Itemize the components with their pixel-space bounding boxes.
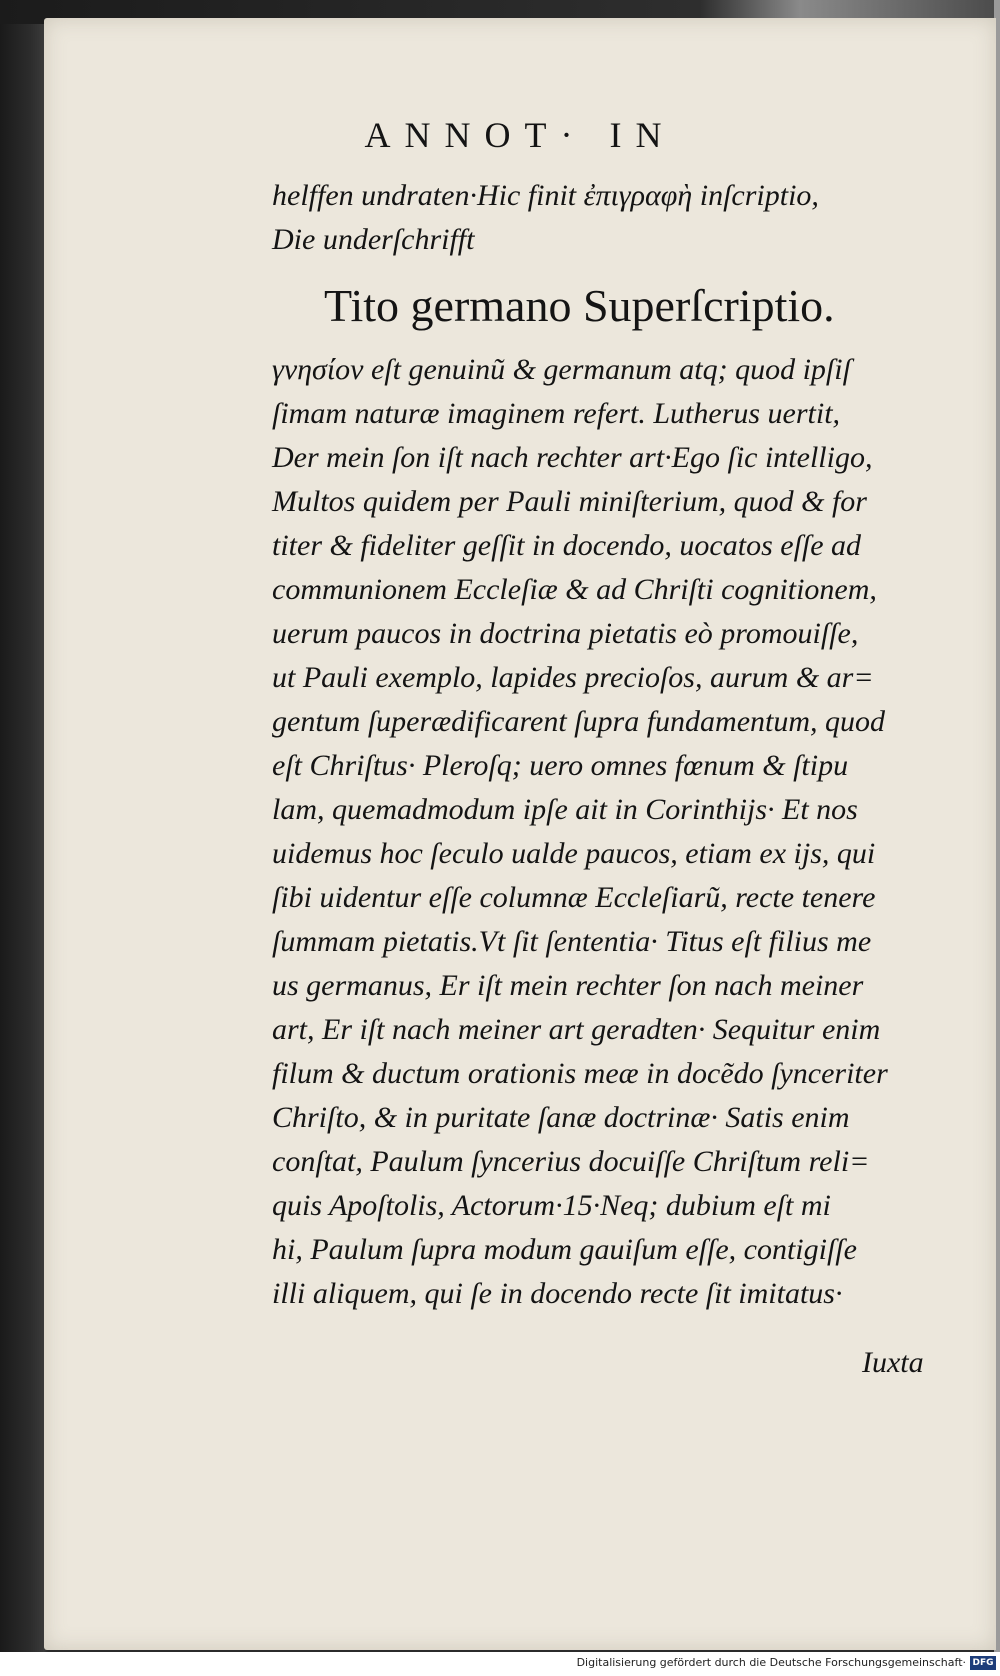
body-line: Der mein ſon iſt nach rechter art·Ego ſic intelligo, — [272, 441, 873, 474]
body-line: ſibi uidentur eſſe columnæ Eccleſiarũ, recte tenere — [272, 881, 876, 914]
catchword: Iuxta — [862, 1346, 924, 1379]
body-line: us germanus, Er iſt mein rechter ſon nach meiner — [272, 969, 864, 1002]
body-line: uerum paucos in doctrina pietatis eò promouiſſe, — [272, 617, 859, 650]
body-line: gentum ſuperædificarent ſupra fundamentum, quod — [272, 705, 886, 738]
footer-credit: Digitalisierung gefördert durch die Deutsche Forschungsgemeinschaft· — [576, 1656, 966, 1669]
book-page — [44, 18, 996, 1650]
body-line: γνησίον eſt genuinũ & germanum atq; quod ipſiſ — [272, 353, 851, 386]
footer-bar — [0, 1652, 1000, 1676]
intro-line-1: helffen undraten·Hic finit ἐπιγραφὴ inſcriptio, — [272, 179, 819, 212]
body-line: ut Pauli exemplo, lapides precioſos, aurum & ar= — [272, 661, 874, 694]
body-line: communionem Eccleſiæ & ad Chriſti cognitionem, — [272, 573, 877, 606]
body-line: Multos quidem per Pauli miniſterium, quod & for — [272, 485, 867, 518]
body-line: quis Apoſtolis, Actorum·15·Neq; dubium eſt mi — [272, 1189, 831, 1222]
body-line: ſummam pietatis.Vt ſit ſententia· Titus eſt filius me — [272, 925, 872, 958]
text-block — [272, 174, 992, 1316]
section-title: Tito germano Superſcriptio. — [324, 280, 835, 331]
body-line: titer & fideliter geſſit in docendo, uocatos eſſe ad — [272, 529, 862, 562]
body-line: filum & ductum orationis meæ in docẽdo ſynceriter — [272, 1057, 888, 1090]
body-line: conſtat, Paulum ſyncerius docuiſſe Chriſtum reli= — [272, 1145, 870, 1178]
body-line: eſt Chriſtus· Pleroſq; uero omnes fœnum & ſtipu — [272, 749, 849, 782]
body-line: illi aliquem, qui ſe in docendo recte ſit imitatus· — [272, 1277, 843, 1310]
dfg-logo: DFG — [970, 1656, 996, 1670]
body-line: hi, Paulum ſupra modum gauiſum eſſe, contigiſſe — [272, 1233, 857, 1266]
intro-line-2: Die underſchrifft — [272, 223, 475, 256]
body-line: Chriſto, & in puritate ſanæ doctrinæ· Satis enim — [272, 1101, 850, 1134]
body-line: lam, quemadmodum ipſe ait in Corinthijs· Et nos — [272, 793, 858, 826]
running-head: ANNOT· IN — [364, 115, 676, 155]
body-line: uidemus hoc ſeculo ualde paucos, etiam ex ijs, qui — [272, 837, 876, 870]
body-line: ſimam naturæ imaginem refert. Lutherus uertit, — [272, 397, 841, 430]
body-line: art, Er iſt nach meiner art geradten· Sequitur enim — [272, 1013, 881, 1046]
